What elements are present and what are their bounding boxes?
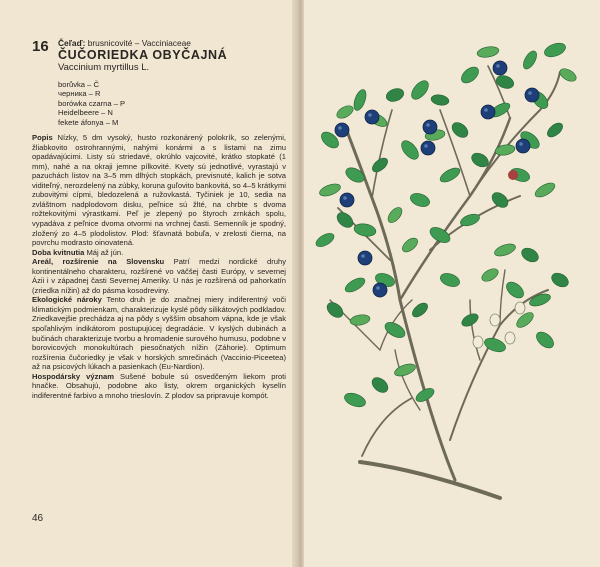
- leaf: [385, 205, 404, 225]
- section-text: Sušené bobule sú osvedčeným liekom proti hnačke. Obsahujú, podobne ako listy, okrem organických kyselín indiferentné farbivo a mnoho trieslovín. Z plodov sa pripravuje kompót.: [32, 371, 286, 400]
- leaf: [430, 94, 449, 107]
- leaf: [343, 275, 367, 295]
- berry: [423, 120, 437, 134]
- leaf: [549, 270, 571, 289]
- berry: [365, 110, 379, 124]
- left-page: [0, 0, 296, 567]
- section-flowering: [32, 248, 286, 258]
- berry: [358, 251, 372, 265]
- leaf: [410, 300, 430, 319]
- common-name: fekete áfonya – M: [58, 117, 119, 127]
- entry-header: [32, 38, 286, 73]
- berry-highlight: [338, 126, 342, 130]
- common-names: [58, 80, 286, 127]
- header-block: [58, 38, 286, 73]
- flower: [473, 336, 483, 348]
- entry-number: 16: [32, 38, 49, 55]
- leaf: [324, 300, 346, 321]
- section-text: Patrí medzi nordické druhy kontinentálneho charakteru, rozšírené vo väčšej časti Európy, v severnej Ázii i v západnej časti Severnej Ameriky. U nás je rozšírená od pahorkatín (zriedka nížin) až do pásma kosodreviny.: [32, 257, 286, 295]
- section-description: [32, 133, 286, 248]
- flower: [490, 314, 500, 326]
- leaf: [400, 235, 420, 254]
- leaf: [335, 103, 356, 121]
- leaf: [408, 78, 431, 103]
- leaf: [558, 66, 579, 84]
- section-ecology: [32, 295, 286, 371]
- leaf: [458, 64, 481, 86]
- family-label: Čeľaď:: [58, 38, 86, 48]
- berry: [373, 283, 387, 297]
- berry-highlight: [343, 196, 347, 200]
- leaf: [353, 222, 377, 238]
- berry: [481, 105, 495, 119]
- leaf: [318, 182, 342, 199]
- common-name: borůvka – Č: [58, 80, 99, 89]
- section-label: Doba kvitnutia: [32, 247, 85, 257]
- berry-highlight: [484, 108, 488, 112]
- berry-highlight: [496, 64, 500, 68]
- leaf: [352, 88, 369, 112]
- leaf: [398, 138, 421, 163]
- flower: [505, 332, 515, 344]
- leaf: [343, 165, 366, 185]
- section-economic: [32, 372, 286, 401]
- section-label: Popis: [32, 133, 53, 143]
- leaf: [382, 319, 407, 340]
- leaf: [480, 266, 501, 284]
- berry: [335, 123, 349, 137]
- section-label: Hospodársky význam: [32, 371, 114, 381]
- section-range: [32, 257, 286, 295]
- berry: [525, 88, 539, 102]
- leaf: [494, 143, 515, 156]
- section-text: Máj až jún.: [86, 247, 124, 257]
- leaf: [545, 120, 565, 139]
- berry: [493, 61, 507, 75]
- leaf: [439, 271, 462, 289]
- section-label: Ekologické nároky: [32, 295, 102, 305]
- leaf: [519, 245, 541, 264]
- section-text: Nízky, 5 dm vysoký, husto rozkonárený polokrík, so zelenými, žliabkovito ostrohrannými, nahými konármi a s listami na zimu opadávajúcimi. Listy sú striedavé, okrúhlo vajcovité, krátko stopkaté (1 mm), nahé a na okraji jemne pílkovité. Kvety sú jednotlivé, vyrastajú v pazuchách listov na 3–5 mm dlhých stopkách, previsnuté, kalich je sotva viditeľný, nerozdelený na zúbky, koruna guľovito bankovitá, so 4–5 krátkymi zubovitými cípmi, bledozelená a ružovkastá. Tyčiniek je 10, sediа na zvláštnom nadplodovom disku, peľnice sú žlté, na chrbte s dvoma rožtekovitými výrastkami. Peľ je zlepený po štyroch zrnkách spolu, vypadáva z peľnice dvoma otvormi na vrchnej časti. Semenník je spodný, zložený zo 4–5 plodolistov. Plod: šťavnatá bobuľa, v zrelosti čierna, na povrchu modrasto oinovatená.: [32, 133, 286, 248]
- family-line: [58, 38, 286, 48]
- section-label: Areál, rozšírenie na Slovensku: [32, 257, 165, 267]
- berry: [516, 139, 530, 153]
- leaf: [533, 180, 557, 200]
- common-name: Heidelbeere – N: [58, 108, 113, 118]
- entry-text: [32, 38, 286, 400]
- leaf: [438, 165, 462, 185]
- berry-highlight: [424, 144, 428, 148]
- leaf: [393, 362, 417, 379]
- common-name: borówka czarna – P: [58, 98, 126, 108]
- leaf: [493, 242, 517, 259]
- blueberry-illustration: [304, 0, 600, 567]
- leaf: [521, 49, 540, 71]
- flower: [515, 302, 525, 314]
- berry-highlight: [376, 286, 380, 290]
- berry-highlight: [368, 113, 372, 117]
- berry: [340, 193, 354, 207]
- leaf: [314, 231, 336, 250]
- latin-name: Vaccinium myrtillus L.: [58, 62, 150, 73]
- berry-highlight: [426, 123, 430, 127]
- berry-highlight: [519, 142, 523, 146]
- common-name: черника – R: [58, 89, 101, 99]
- section-text: Tento druh je do značnej miery indiferentný voči klimatickým podmienkam, charakterizuje kyslé pôdy silikátových podkladov. Zriedkavejšie prechádza aj na pôdy s vyšším obsahom vápna, kde je však spoľahlivým indikátorom postupujúcej degradácie. V kyslých dubinách a bučinách charakterizuje tvorbu a hromadenie surového humusu, podobne v borovicových monokultúrach piesočnatých nížin (Záhorie). Optimum rozšírenia čučoriedky je však v horských smrečinách (Vaccinio-Piceetea) až na psicových lúkach a pasienkach (Eu-Nardion).: [32, 295, 286, 372]
- leaf: [369, 375, 391, 396]
- leaf: [449, 120, 471, 141]
- species-title: ČUČORIEDKA OBYČAJNÁ: [58, 48, 228, 62]
- leaf: [343, 391, 368, 410]
- leaf: [533, 329, 556, 351]
- unripe-berry: [508, 170, 518, 180]
- leaf: [384, 86, 405, 103]
- leaf: [409, 191, 432, 209]
- leaf: [334, 210, 356, 231]
- leaf: [503, 279, 526, 301]
- leaf: [349, 313, 370, 326]
- berry: [421, 141, 435, 155]
- page-number: 46: [32, 513, 44, 524]
- right-page: [304, 0, 600, 567]
- leaf: [543, 41, 568, 60]
- berry-highlight: [361, 254, 365, 258]
- berry-highlight: [528, 91, 532, 95]
- leaf: [476, 45, 499, 59]
- family-value: brusnicovité – Vacciniaceae: [87, 38, 191, 48]
